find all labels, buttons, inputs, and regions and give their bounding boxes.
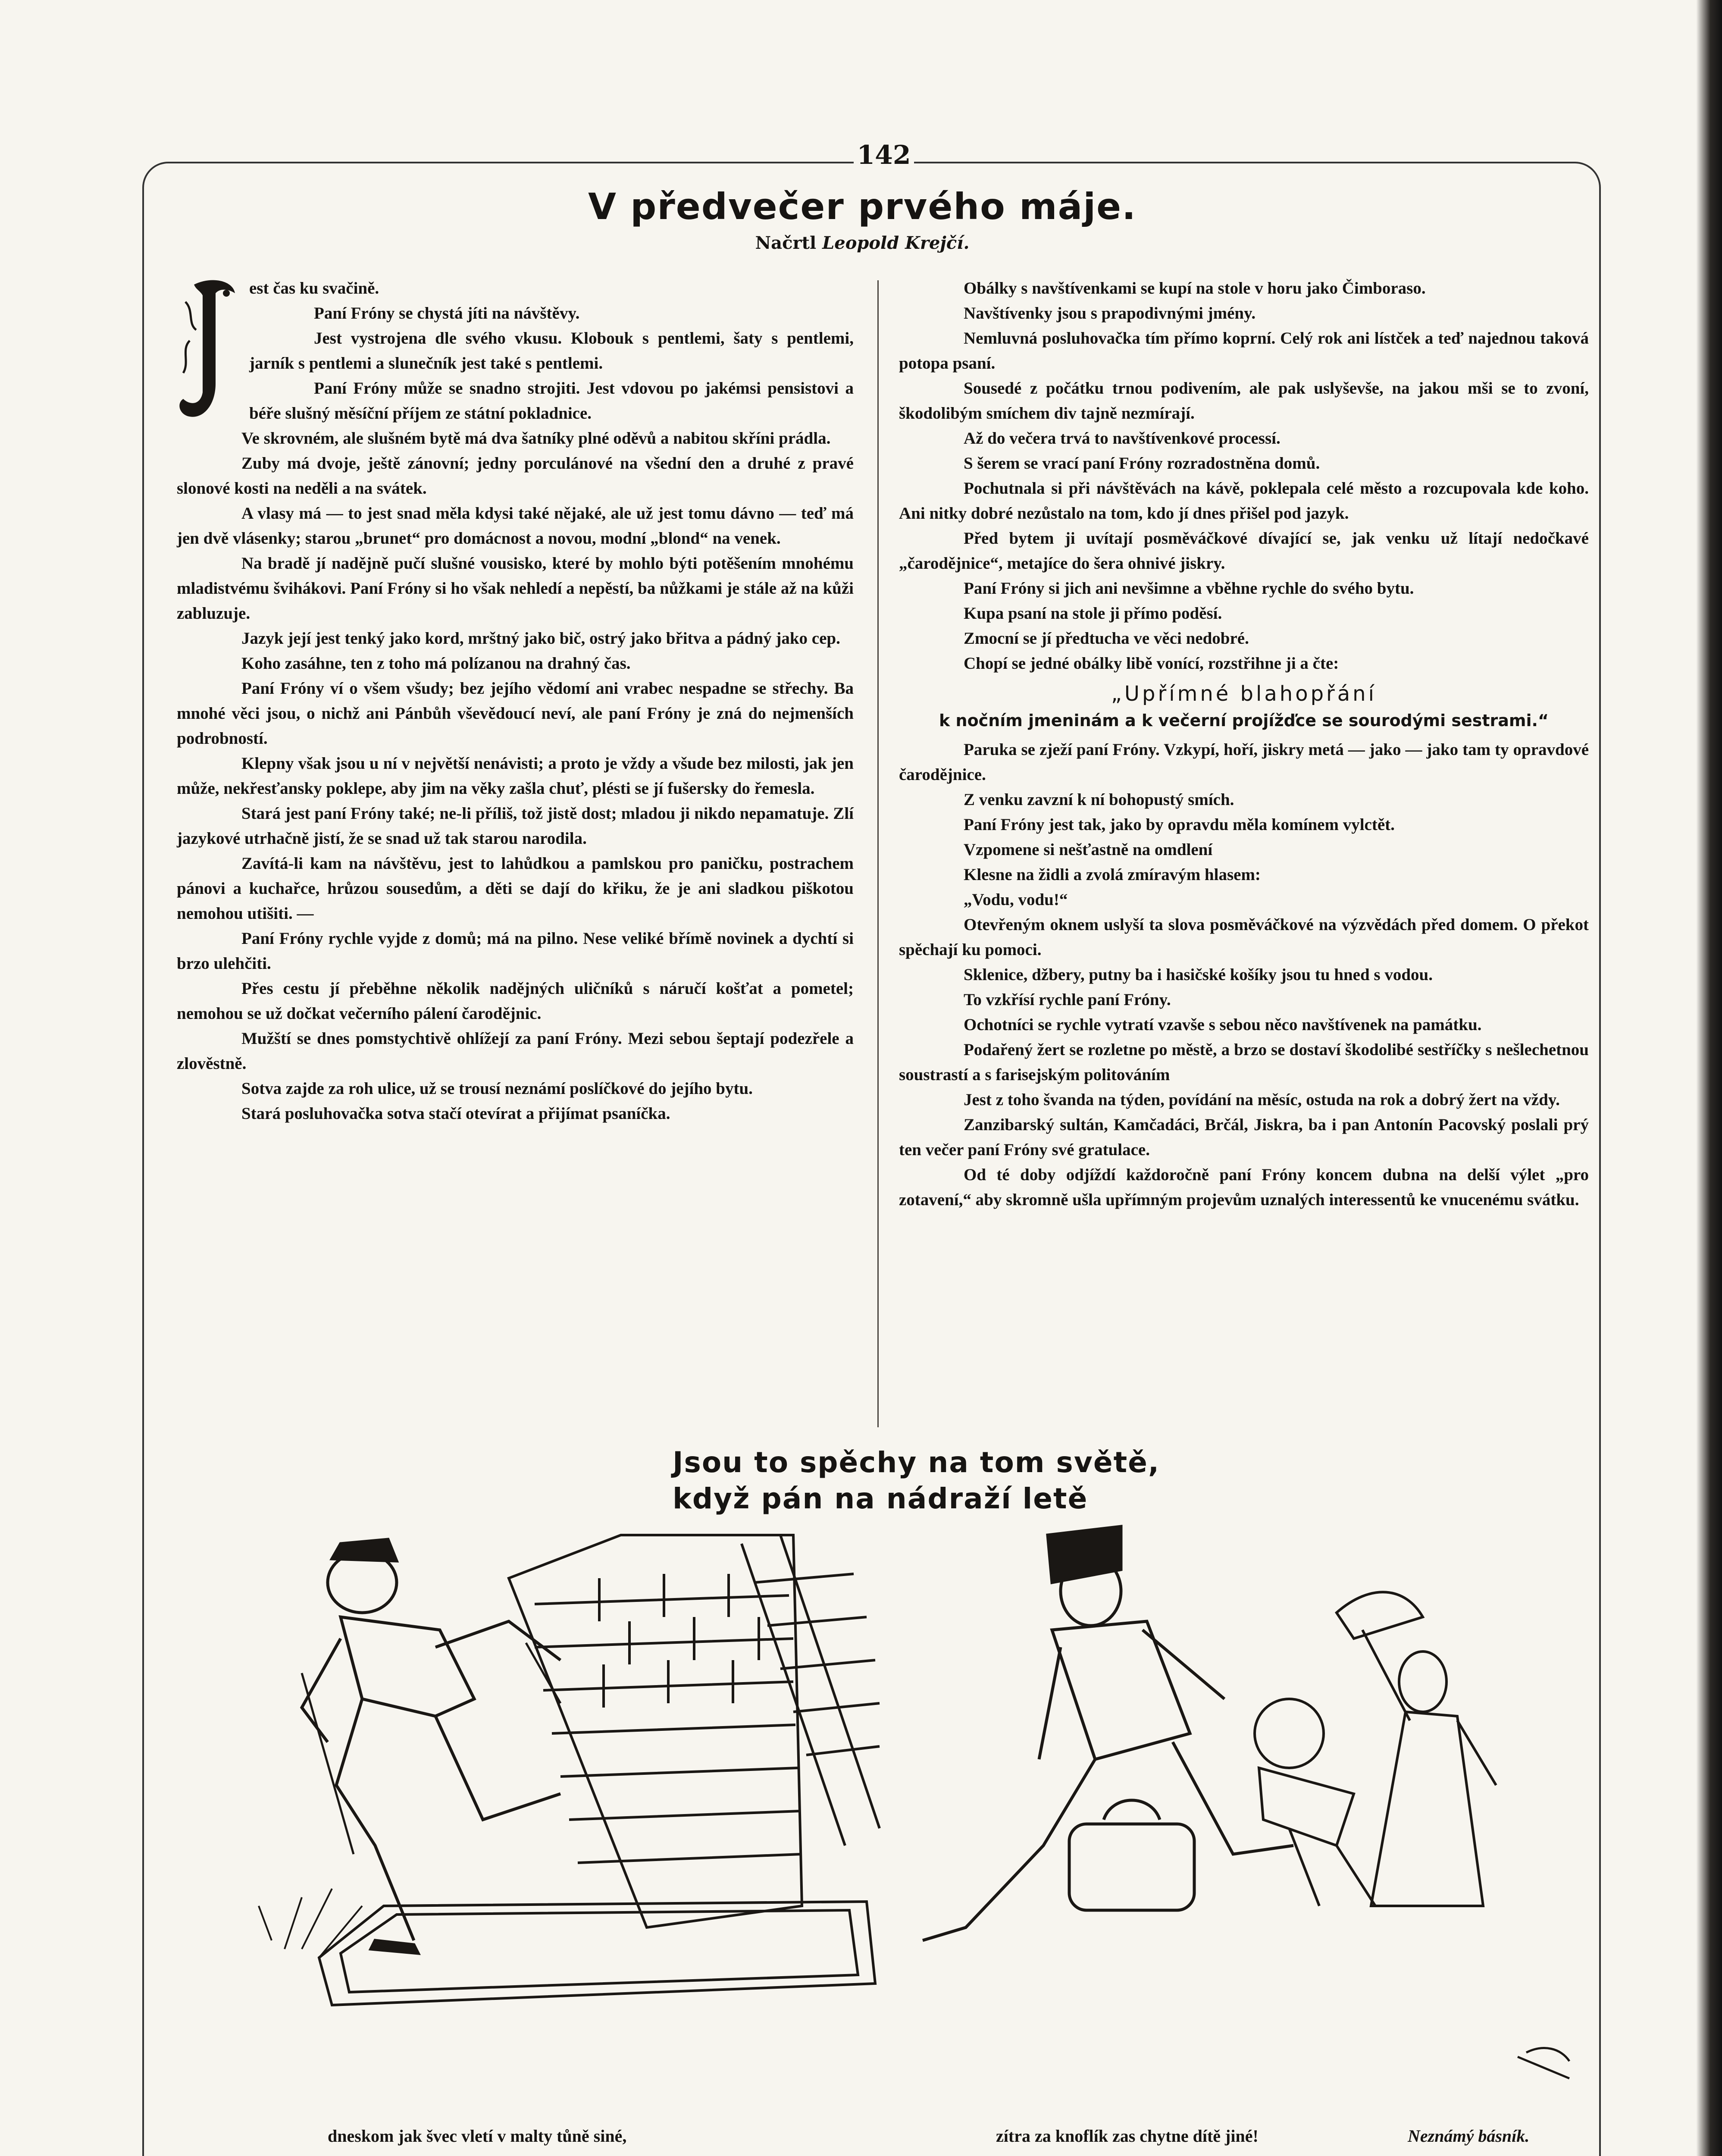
paragraph: Sotva zajde za roh ulice, už se trousí neznámí poslíčkové do jejího bytu. bbox=[241, 1079, 753, 1098]
byline-prefix: Načrtl bbox=[755, 233, 817, 253]
paragraph: Otevřeným oknem uslyší ta slova posměváčkové na výzvědách před domem. O překot spěchají ku pomoci. bbox=[899, 915, 1589, 959]
paragraph: Stará posluhovačka sotva stačí otevírat a přijímat psaníčka. bbox=[241, 1104, 670, 1123]
paragraph: To vzkřísí rychle paní Fróny. bbox=[964, 990, 1171, 1009]
paragraph: Stará jest paní Fróny také; ne-li příliš, tož jistě dost; mladou ji nikdo nepamatuje. Zlí jazykové utrhačně jistí, že se snad už tak starou narodila. bbox=[177, 804, 854, 848]
paragraph: Koho zasáhne, ten z toho má polízanou na drahný čas. bbox=[241, 654, 631, 673]
paragraph: Obálky s navštívenkami se kupí na stole v horu jako Čimboraso. bbox=[964, 279, 1426, 298]
paragraph: Až do večera trvá to navštívenkové processí. bbox=[964, 429, 1281, 448]
paragraph: A vlasy má — to jest snad měla kdysi také nějaké, ale už jest tomu dávno — teď má jen dvě vlásenky; starou „brunet“ pro domácnost a novou, modní „blond“ na venek. bbox=[177, 504, 854, 548]
cartoon-title bbox=[673, 1445, 1190, 1517]
left-column bbox=[177, 276, 854, 1126]
right-column bbox=[899, 276, 1589, 1213]
caption-right: zítra za knoflík zas chytne dítě jiné! bbox=[996, 2126, 1259, 2146]
paragraph: Klepny však jsou u ní v největší nenávisti; a proto je vždy a všude bez milosti, jak jen může, nekřesťansky poklepe, aby jim na věky zašla chuť, plésti se jí fušersky do řemesla. bbox=[177, 754, 854, 798]
caption-left: dneskom jak švec vletí v malty tůně siné, bbox=[328, 2126, 627, 2146]
paragraph: Nemluvná posluhovačka tím přímo koprní. Celý rok ani lístček a teď najednou taková potopa psaní. bbox=[899, 329, 1589, 373]
paragraph: Ochotníci se rychle vytratí vzavše s sebou něco navštívenek na památku. bbox=[964, 1015, 1482, 1034]
paragraph: Před bytem ji uvítají posměváčkové dívající se, jak venku už lítají nedočkavé „čarodějnice“, metajíce do šera ohnivé jiskry. bbox=[899, 529, 1589, 573]
cartoon-illustration bbox=[233, 1518, 1634, 2122]
paragraph: Zanzibarský sultán, Kamčadáci, Brčál, Jiskra, ba i pan Antonín Pacovský poslali prý ten večer paní Fróny své gratulace. bbox=[899, 1116, 1589, 1159]
splash-drawing bbox=[259, 1889, 362, 1958]
running-man-right-drawing bbox=[923, 1526, 1293, 1940]
paragraph: Paní Fróny se chystá jíti na návštěvy. bbox=[314, 304, 580, 323]
paragraph: Sousedé z počátku trnou podivením, ale pak uslyševše, na jakou mši se to zvoní, škodolibým smíchem div tajně nezmírají. bbox=[899, 379, 1589, 423]
paragraph: Paní Fróny si jich ani nevšimne a vběhne rychle do svého bytu. bbox=[964, 579, 1414, 598]
paragraph: S šerem se vrací paní Fróny rozradostněna domů. bbox=[964, 454, 1320, 473]
paragraph: Jazyk její jest tenký jako kord, mrštný jako bič, ostrý jako břitva a pádný jako cep. bbox=[241, 629, 840, 648]
paragraph: „Vodu, vodu!“ bbox=[964, 890, 1068, 909]
paragraph: Sklenice, džbery, putny ba i hasičské košíky jsou tu hned s vodou. bbox=[964, 965, 1433, 984]
paragraph: Klesne na židli a zvolá zmíravým hlasem: bbox=[964, 865, 1261, 884]
paragraph: Zmocní se jí předtucha ve věci nedobré. bbox=[964, 629, 1249, 648]
paragraph: Jest vystrojena dle svého vkusu. Klobouk s pentlemi, šaty s pentlemi, jarník s pentlemi a slunečník jest také s pentlemi. bbox=[249, 329, 854, 373]
umbrella-signature-drawing bbox=[1518, 2048, 1569, 2078]
paragraph: Ve skrovném, ale slušném bytě má dva šatníky plné oděvů a nabitou skříni prádla. bbox=[241, 429, 831, 448]
column-divider bbox=[877, 280, 879, 1427]
brick-wall-drawing bbox=[509, 1535, 880, 1927]
letter-subheading: k nočním jmeninám a k večerní projížďce se sourodými sestrami.“ bbox=[939, 711, 1549, 730]
page-edge-shadow bbox=[1696, 0, 1722, 2156]
paragraph: Paní Fróny jest tak, jako by opravdu měla komínem vylctět. bbox=[964, 815, 1395, 834]
paragraph: Paní Fróny ví o všem všudy; bez jejího vědomí ani vrabec nespadne se střechy. Ba mnohé věci jsou, o nichž ani Pánbůh vševědoucí neví, ale paní Fróny je zná do nejmenších podrobností. bbox=[177, 679, 854, 748]
byline-author: Leopold Krejčí. bbox=[822, 233, 970, 253]
paragraph: Navštívenky jsou s prapodivnými jmény. bbox=[964, 304, 1256, 323]
paragraph: Kupa psaní na stole ji přímo poděsí. bbox=[964, 604, 1222, 623]
paragraph: Mužští se dnes pomstychtivě ohlížejí za paní Fróny. Mezi sebou šeptají podezřele a zlověstně. bbox=[177, 1029, 854, 1073]
paragraph: Vzpomene si nešťastně na omdlení bbox=[964, 840, 1213, 859]
paragraph: Chopí se jedné obálky libě vonící, rozstřihne ji a čte: bbox=[964, 654, 1339, 673]
paragraph: Přes cestu jí přeběhne několik nadějných uličníků s náručí košťat a pometel; nemohou se už dočkat večerního pálení čarodějnic. bbox=[177, 979, 854, 1023]
cartoon-title-line: Jsou to spěchy na tom světě, bbox=[673, 1446, 1160, 1479]
cartoon-title-line: když pán na nádraží letě bbox=[673, 1482, 1088, 1515]
ornamental-initial-j bbox=[177, 276, 241, 425]
paragraph: Pochutnala si při návštěvách na kávě, poklepala celé město a rozcupovala kde koho. Ani nitky dobré nezůstalo na tom, kdo jí dnes přišel pod jazyk. bbox=[899, 479, 1589, 523]
paragraph: est čas ku svačině. bbox=[249, 279, 379, 298]
paragraph: Od té doby odjíždí každoročně paní Fróny koncem dubna na delší výlet „pro zotavení,“ aby skromně ušla upřímným projevům uznalých interessentů ke vnucenému svátku. bbox=[899, 1166, 1589, 1209]
child-and-nurse-drawing bbox=[1255, 1592, 1496, 1906]
paragraph: Zavítá-li kam na návštěvu, jest to lahůdkou a pamlskou pro paničku, postrachem pánovi a kuchařce, hrůzou sousedům, a děti se dají do křiku, že je ani sladkou piškotou nemohou utišiti. — bbox=[177, 854, 854, 923]
page-number: 142 bbox=[854, 140, 914, 170]
running-man-left-drawing bbox=[302, 1539, 560, 1953]
paragraph: Paruka se zježí paní Fróny. Vzkypí, hoří, jiskry metá — jako — jako tam ty opravdové čarodějnice. bbox=[899, 740, 1589, 784]
paragraph: Podařený žert se rozletne po městě, a brzo se dostaví škodolibé sestříčky s nešlechetnou soustrastí a s farisejským politováním bbox=[899, 1040, 1589, 1084]
paragraph: Paní Fróny rychle vyjde z domů; má na pilno. Nese veliké břímě novinek a dychtí si brzo ulehčiti. bbox=[177, 929, 854, 973]
paragraph: Jest z toho švanda na týden, povídání na měsíc, ostuda na rok a dobrý žert na vždy. bbox=[964, 1091, 1560, 1109]
paragraph: Zuby má dvoje, ještě zánovní; jedny porculánové na všední den a druhé z pravé slonové kosti na neděli a na svátek. bbox=[177, 454, 854, 498]
paragraph: Na bradě jí nadějně pučí slušné vousisko, které by mohlo býti potěšením mnohému mladistvému švihákovi. Paní Fróny si ho však nehledí a nepěstí, ba nůžkami je stále až na kůži zabluzuje. bbox=[177, 554, 854, 623]
caption-poet: Neznámý básník. bbox=[1408, 2126, 1530, 2146]
byline bbox=[647, 233, 1078, 253]
article-title: V předvečer prvého máje. bbox=[588, 185, 1137, 228]
paragraph: Z venku zavzní k ní bohopustý smích. bbox=[964, 790, 1234, 809]
paragraph: Paní Fróny může se snadno strojiti. Jest vdovou po jakémsi pensistovi a béře slušný měsíční příjem ze státní pokladnice. bbox=[249, 379, 854, 423]
letter-heading: „Upřímné blahopřání bbox=[1111, 682, 1377, 706]
